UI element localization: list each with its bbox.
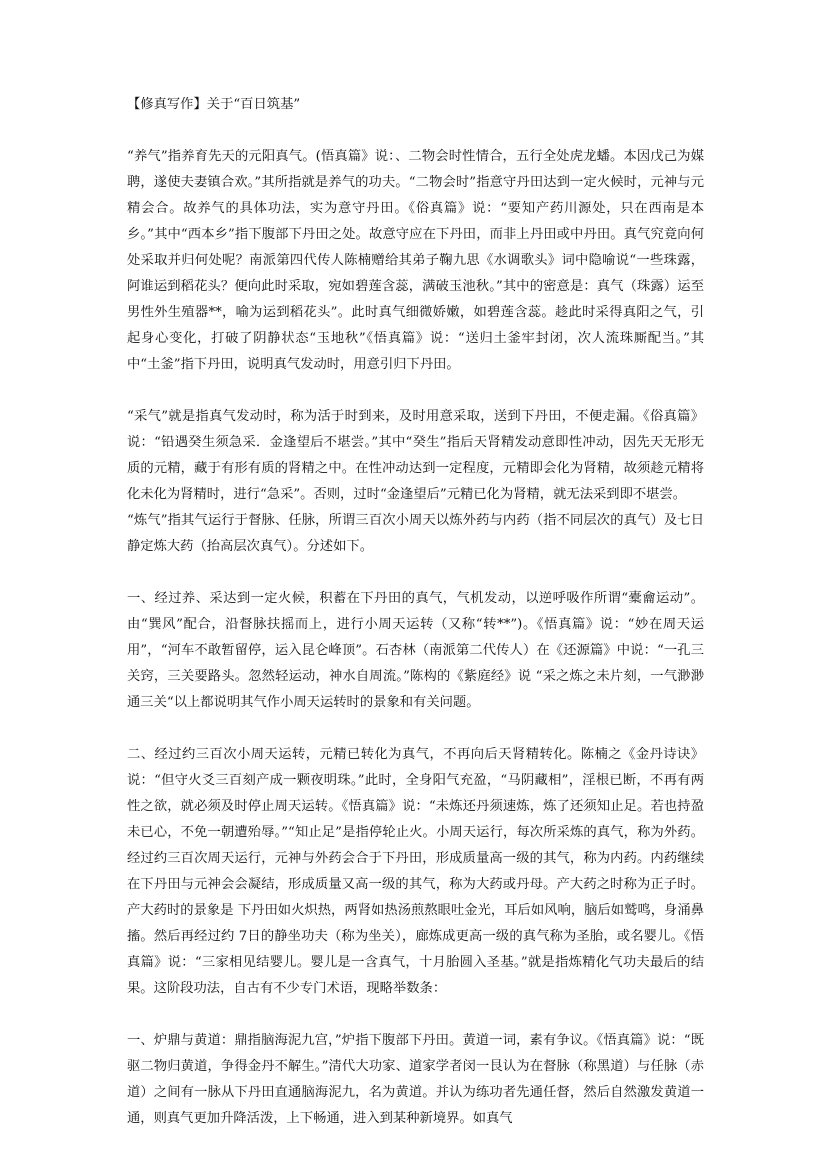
- paragraph-cai-qi: “采气”就是指真气发动时，称为活于时到来，及时用意采取，送到下丹田，不便走漏。《俗真篇》说：“铅遇癸生须急采．金逢望后不堪尝。”其中“癸生”指后天肾精发动意即性冲动，因先天无形无质的元精，藏于有形有质的肾精之中。在性冲动达到一定程度，元精即会化为肾精，故须趁元精将化未化为肾精时，进行“急采”。否则，过时“金逢望后”元精已化为肾精，就无法采到即不堪尝。: [127, 409, 704, 502]
- paragraph-section-one: 一、经过养、采达到一定火候，积蓄在下丹田的真气，气机发动，以逆呼吸作所谓“橐龠运动”。由“巽风”配合，沿督脉扶摇而上，进行小周天运转（又称“转**”)。《悟真篇》说：“妙在周天运用”，“河车不敢暂留停，运入昆仑峰顶”。石杏林（南派第二代传人）在《还源篇》中说：“一孔三关窍，三关要路头。忽然轻运动，神水自周流。”陈构的《紫庭经》说 “采之炼之未片刻，一气渺渺通三关“以上都说明其气作小周天运转时的景象和有关问题。: [127, 591, 704, 710]
- document-page: [127, 92, 704, 1132]
- paragraph-luding-huangdao: 一、炉鼎与黄道：鼎指脑海泥九宫，”炉指下腹部下丹田。黄道一词，素有争议。《悟真篇》说：“既驱二物归黄道，争得金丹不解生。”清代大功家、道家学者闵一艮认为在督脉（称黑道）与任脉（赤道）之间有一脉从下丹田直通脑海泥九，名为黄道。并认为练功者先通任督，然后自然激发黄道一通，则真气更加升降活泼，上下畅通，进入到某种新境界。如真气: [127, 1033, 704, 1126]
- paragraph-yang-qi: “养气”指养育先天的元阳真气。(悟真篇》说：、二物会时性情合，五行全处虎龙蟠。本因戊己为媒聘，遂使夫妻镇合欢。”其所指就是养气的功夫。“二物会时”指意守丹田达到一定火候时，元神与元精会合。故养气的具体功法，实为意守丹田。《俗真篇》说：“要知产药川源处，只在西南是本乡。”其中“西本乡”指下腹部下丹田之处。故意守应在下丹田，而非上丹田或中丹田。真气究竟向何处采取并归何处呢？南派第四代传人陈楠赠给其弟子鞠九思《水调歌头》词中隐喻说“一些珠露，阿谁运到稻花头？便向此时采取，宛如碧莲含蕊，满破玉池秋。”其中的密意是：真气（珠露）运至男性外生殖器**，喻为运到稻花头”。此时真气细微娇嫩，如碧莲含蕊。趁此时采得真阳之气，引起身心变化，打破了阴静状态“玉地秋”《悟真篇》说：“送归土釜牢封闭，次人流珠厮配当。”其中“土釜”指下丹田，说明真气发动时，用意引归下丹田。: [127, 149, 704, 372]
- document-title: 【修真写作】关于“百日筑基”: [127, 97, 301, 112]
- paragraph-section-two: 二、经过约三百次小周天运转，元精已转化为真气，不再向后天肾精转化。陈楠之《金丹诗诀》说：“但守火爻三百刻产成一颗夜明珠。”此时，全身阳气充盈，“马阴藏相”，淫根已断，不再有两性之欲，就必须及时停止周天运转。《悟真篇》说：“未炼还丹须速炼，炼了还须知止足。若也持盈未已心，不免一朝遭殆辱。”“知止足”是指停轮止火。小周天运行，每次所采炼的真气，称为外药。经过约三百次周天运行，元神与外药会合于下丹田，形成质量高一级的其气，称为内药。内药继续在下丹田与元神会会凝结，形成质量又高一级的其气，称为大药或丹母。产大药之时称为正子时。产大药时的景象是 下丹田如火炽热，两肾如热汤煎熬眼吐金光，耳后如风响，脑后如鹫鸣，身涌鼻搐。然后再经过约 7日的静坐功夫（称为坐关），廊炼成更高一级的真气称为圣胎，或名婴儿。《悟真篇》说：“三家相见结婴儿。婴儿是一含真气，十月胎圆入圣基。”就是指炼精化气功夫最后的结果。这阶段功法，自古有不少专门术语，现略举数条：: [127, 747, 704, 996]
- paragraph-lian-qi: “炼气”指其气运行于督脉、任脉，所谓三百次小周天以炼外药与内药（指不同层次的真气）及七日静定炼大药（抬高层次真气）。分述如下。: [127, 513, 704, 554]
